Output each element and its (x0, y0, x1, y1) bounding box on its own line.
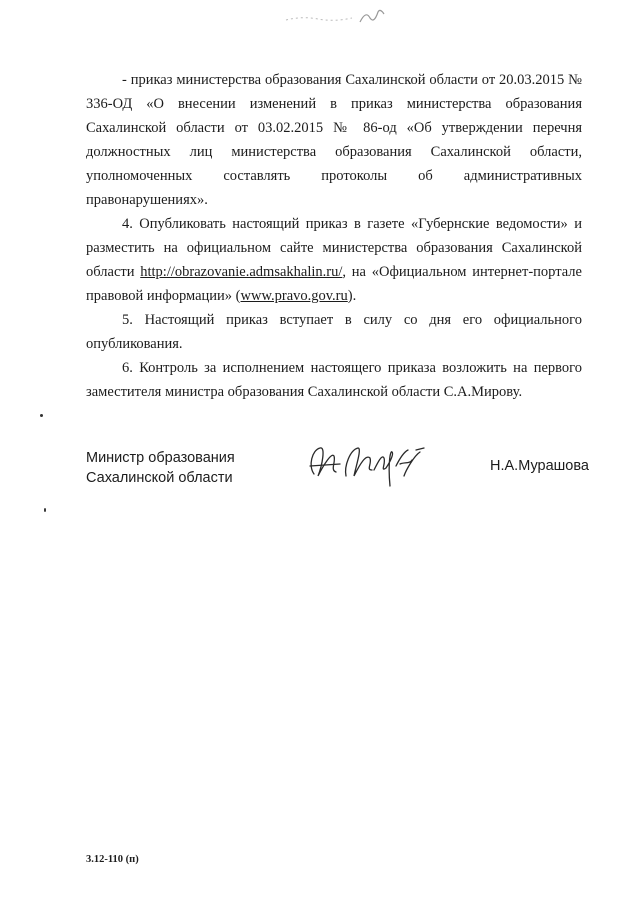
handwritten-signature (300, 436, 430, 498)
signer-position-line2: Сахалинской области (86, 470, 233, 486)
scan-speck (40, 414, 43, 417)
document-code: 3.12-110 (п) (86, 854, 139, 865)
publication-text-start: 4. Опубликовать настоящий приказ в газете «Губернские ведомости» и разместить на официальном сайте министерства образования Сахалинской области (86, 216, 582, 280)
pravo-portal-link[interactable]: www.pravo.gov.ru (240, 288, 348, 304)
ministry-site-link[interactable]: http://obrazovanie.admsakhalin.ru/ (140, 264, 343, 280)
scan-artifact-mark (282, 6, 392, 28)
paragraph-publication (86, 212, 582, 308)
paragraph-entry-into-force: 5. Настоящий приказ вступает в силу со дня его официального опубликования. (86, 312, 582, 352)
publication-text-end: ). (347, 288, 357, 304)
publication-text-middle: , на «Официальном интернет-портале правовой информации» ( (86, 264, 582, 304)
paragraph-repealed-order: - приказ министерства образования Сахалинской области от 20.03.2015 № 336-ОД «О внесении изменений в приказ министерства образования Сахалинской области от 03.02.2015 № 86-од «Об утверждении перечня должностных лиц министерства образования Сахалинской области, уполномоченных составлять протоколы об административных правонарушениях». (86, 72, 582, 208)
scan-speck (44, 508, 46, 512)
signer-position-line1: Министр образования (86, 450, 235, 466)
paragraph-control: 6. Контроль за исполнением настоящего приказа возложить на первого заместителя министра образования Сахалинской области С.А.Мирову. (86, 360, 582, 400)
signer-position (86, 448, 235, 488)
order-body-text (86, 68, 582, 404)
signer-name: Н.А.Мурашова (490, 458, 589, 474)
